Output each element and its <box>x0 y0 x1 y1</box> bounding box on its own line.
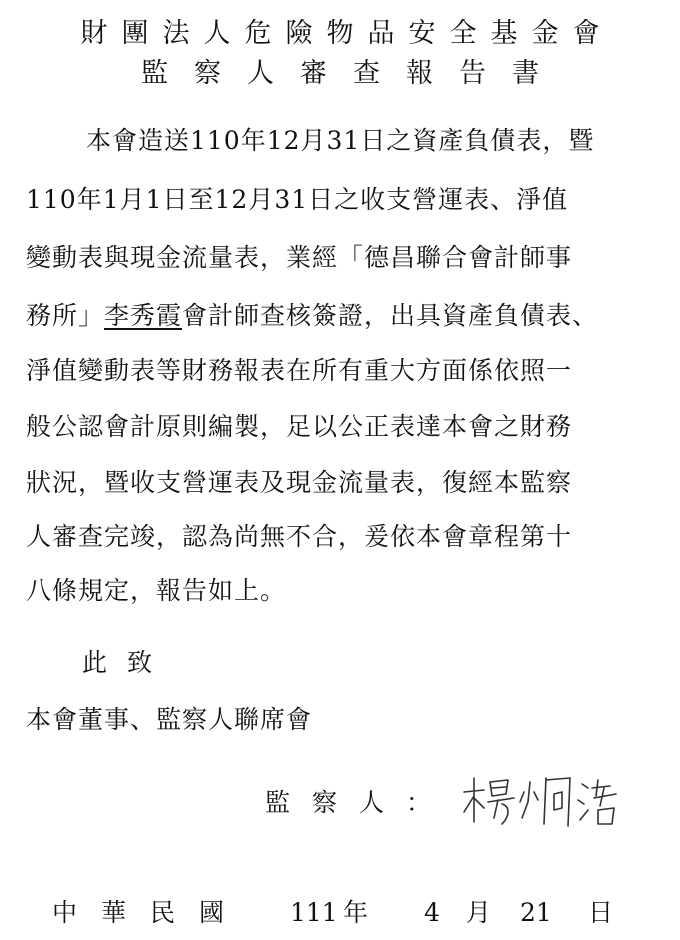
date-month: 4 <box>424 898 440 927</box>
body-line-2: 110年1月1日至12月31日之收支營運表、淨值 <box>26 185 569 214</box>
organization-name: 財團法人危險物品安全基金會 <box>80 18 614 49</box>
supervisor-label: 監察人： <box>265 788 454 817</box>
document-title: 監察人審查報告書 <box>141 58 565 89</box>
body-line-5: 淨值變動表等財務報表在所有重大方面係依照一 <box>26 356 573 385</box>
body-line-8: 人審查完竣，認為尚無不合，爰依本會章程第十 <box>26 522 573 551</box>
body-line-6: 般公認會計原則編製，足以公正表達本會之財務 <box>26 412 573 441</box>
date-era: 中華民國 <box>52 898 249 927</box>
addressee: 本會董事、監察人聯席會 <box>26 705 313 734</box>
body-line-7: 狀況，暨收支營運表及現金流量表，復經本監察 <box>26 468 573 497</box>
body-line-4 <box>26 303 666 328</box>
date-year: 111 <box>290 898 338 927</box>
body-line-4-rest: 會計師查核簽證，出具資產負債表、 <box>182 301 599 330</box>
body-line-3: 變動表與現金流量表，業經「德昌聯合會計師事 <box>26 243 573 272</box>
salutation: 此致 <box>82 648 173 677</box>
date-month-unit: 月 <box>466 898 492 927</box>
date-day: 21 <box>520 898 552 927</box>
date-year-unit: 年 <box>343 898 369 927</box>
firm-name-end: 務所」 <box>26 301 105 330</box>
handwritten-signature <box>458 770 628 832</box>
date-day-unit: 日 <box>588 898 614 927</box>
accountant-name: 李秀霞 <box>104 301 183 330</box>
body-line-9: 八條規定，報告如上。 <box>26 576 287 605</box>
body-line-1: 本會造送110年12月31日之資產負債表，暨 <box>86 126 595 155</box>
